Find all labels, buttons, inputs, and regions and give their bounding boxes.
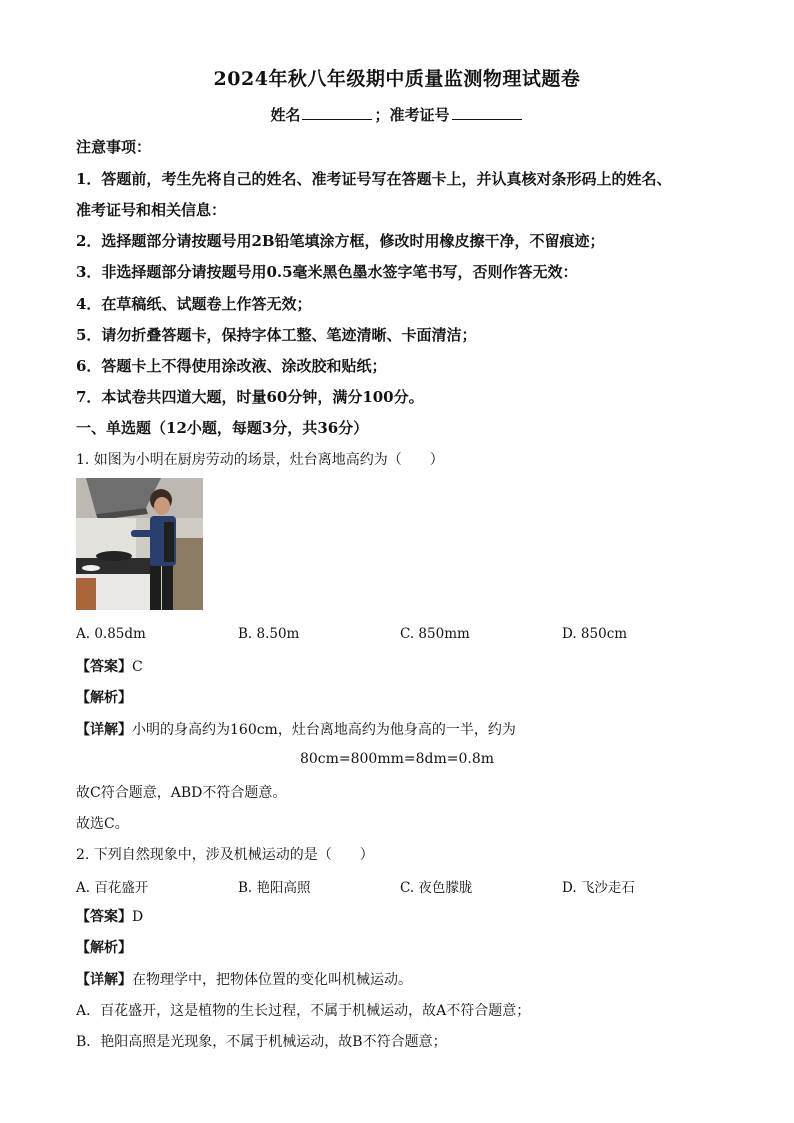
notice-item-1-cont: 准考证号和相关信息：: [76, 201, 227, 219]
name-blank: [302, 105, 372, 120]
q2-option-a: A. 百花盛开: [76, 880, 149, 896]
section-heading: 一、单选题（12小题，每题3分，共36分）: [76, 419, 369, 437]
detail-text: 小明的身高约为160cm，灶台离地高约为他身高的一半，约为: [132, 722, 516, 738]
candidate-info-line: [0, 104, 794, 125]
q2-stem: 2. 下列自然现象中，涉及机械运动的是（ ）: [76, 847, 374, 863]
q2-answer: [76, 906, 143, 926]
exam-title: 2024年秋八年级期中质量监测物理试题卷: [213, 68, 581, 90]
q2-option-b: B. 艳阳高照: [238, 880, 311, 896]
name-label: 姓名: [270, 106, 301, 124]
q1-option-c: C. 850mm: [400, 626, 470, 642]
separator: ；: [374, 106, 390, 124]
notice-item-7: 7．本试卷共四道大题，时量60分钟，满分100分。: [76, 388, 424, 406]
q2-explain-a: A．百花盛开，这是植物的生长过程，不属于机械运动，故A不符合题意；: [76, 1003, 531, 1019]
id-blank: [452, 105, 522, 120]
detail-tag: 【详解】: [76, 722, 132, 738]
answer-value: C: [132, 659, 143, 675]
q1-option-b: B. 8.50m: [238, 626, 300, 642]
notice-item-2: 2．选择题部分请按题号用2B铅笔填涂方框，修改时用橡皮擦干净，不留痕迹；: [76, 232, 605, 250]
q2-detail: [76, 969, 412, 989]
notice-item-1: 1．答题前，考生先将自己的姓名、准考证号写在答题卡上，并认真核对条形码上的姓名、: [76, 170, 672, 188]
q1-option-a: A. 0.85dm: [76, 626, 146, 642]
q1-conclusion: 故C符合题意，ABD不符合题意。: [76, 785, 287, 801]
q1-option-d: D. 850cm: [562, 626, 628, 642]
q1-equation: 80cm=800mm=8dm=0.8m: [299, 751, 495, 767]
detail-text: 在物理学中，把物体位置的变化叫机械运动。: [132, 972, 412, 988]
notice-item-3: 3．非选择题部分请按题号用0.5毫米黑色墨水签字笔书写，否则作答无效：: [76, 263, 578, 281]
notice-item-6: 6．答题卡上不得使用涂改液、涂改胶和贴纸；: [76, 357, 387, 375]
kitchen-scene-illustration: [76, 478, 203, 610]
notice-heading: 注意事项：: [76, 138, 152, 156]
answer-value: D: [132, 909, 144, 925]
notice-item-4: 4．在草稿纸、试题卷上作答无效；: [76, 295, 312, 313]
q1-analysis-tag: 【解析】: [76, 690, 132, 706]
answer-tag: 【答案】: [76, 659, 132, 675]
q1-detail: [76, 719, 516, 739]
q2-explain-b: B．艳阳高照是光现象，不属于机械运动，故B不符合题意；: [76, 1034, 447, 1050]
notice-item-5: 5．请勿折叠答题卡，保持字体工整、笔迹清晰、卡面清洁；: [76, 326, 477, 344]
q1-stem: 1. 如图为小明在厨房劳动的场景，灶台离地高约为（ ）: [76, 452, 444, 468]
q2-option-d: D. 飞沙走石: [562, 880, 635, 896]
q2-analysis-tag: 【解析】: [76, 940, 132, 956]
q2-option-c: C. 夜色朦胧: [400, 880, 473, 896]
q1-choose: 故选C。: [76, 816, 129, 832]
q1-answer: [76, 656, 143, 676]
id-label: 准考证号: [389, 106, 450, 124]
kitchen-photo: [76, 478, 203, 610]
detail-tag: 【详解】: [76, 972, 132, 988]
answer-tag: 【答案】: [76, 909, 132, 925]
